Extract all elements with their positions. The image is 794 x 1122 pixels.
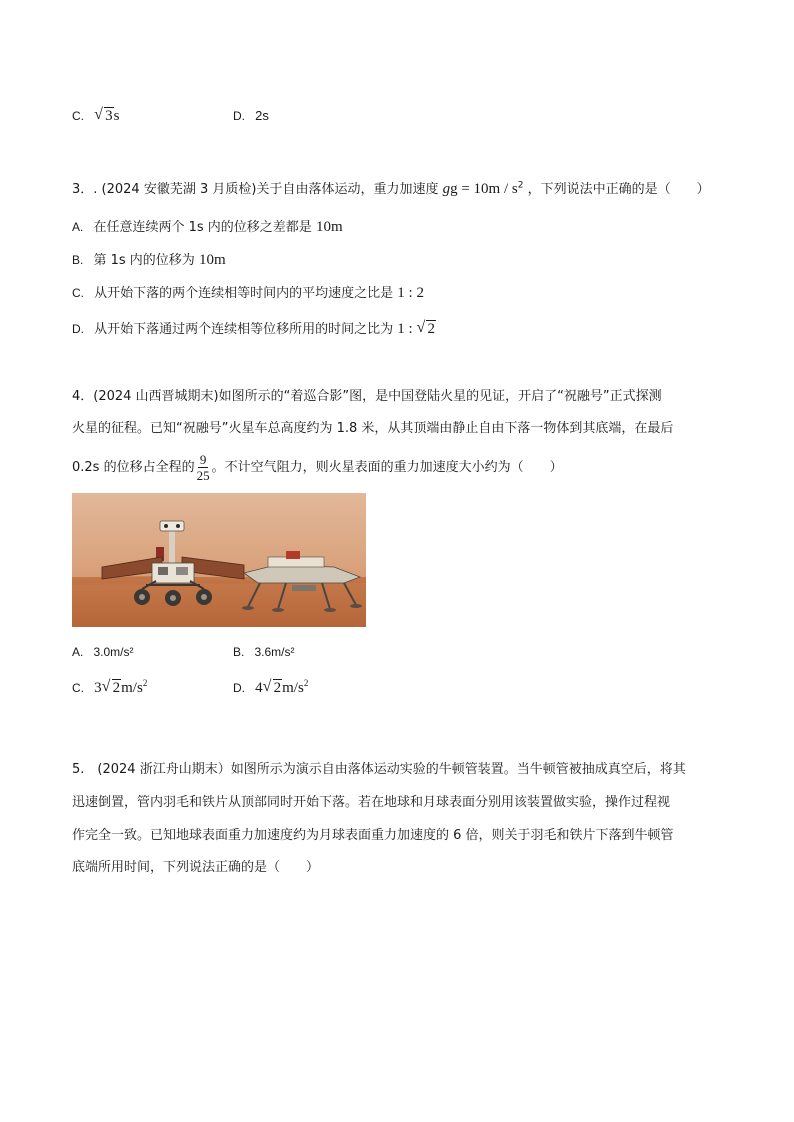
sqrt-symbol: √ 3 bbox=[94, 106, 113, 124]
q3-option-d bbox=[72, 319, 436, 340]
option-math: 4 √ $2m/s^2$ bbox=[255, 678, 309, 696]
q4-option-c bbox=[72, 678, 147, 699]
option-label: B. bbox=[233, 645, 245, 659]
q5-stem-line2: 迅速倒置，管内羽毛和铁片从顶部同时开始下落。若在地球和月球表面分别用该装置做实验，操作过程视 bbox=[72, 795, 671, 810]
option-text: 2s bbox=[255, 108, 269, 123]
question-text: (2024 安徽芜湖 3 月质检)关于自由落体运动，重力加速度 bbox=[101, 182, 439, 197]
q3-option-a bbox=[72, 217, 343, 238]
q4-option-a bbox=[72, 642, 134, 663]
q4-stem-line1: 4．(2024 山西晋城期末)如图所示的“着巡合影”图，是中国登陆火星的见证，开启了“祝融号”正式探测 bbox=[72, 389, 662, 404]
option-label: D. bbox=[233, 681, 245, 695]
q5-stem-line3: 作完全一致。已知地球表面重力加速度约为月球表面重力加速度的 6 倍，则关于羽毛和铁片下落到牛顿管 bbox=[72, 828, 674, 843]
option-math: 3 √ $2m/s^2$ bbox=[94, 678, 148, 696]
option-text: 在任意连续两个 1s 内的位移之差都是 bbox=[93, 220, 312, 235]
option-math: √ 3s bbox=[94, 106, 120, 124]
option-math: 10m bbox=[315, 219, 343, 235]
q5-stem-line1: 5. (2024 浙江舟山期末）如图所示为演示自由落体运动实验的牛顿管装置。当牛顿管被抽成真空后，将其 bbox=[72, 762, 686, 777]
option-text: 从开始下落的两个连续相等时间内的平均速度之比是 bbox=[94, 286, 394, 301]
option-math: 1 : 2 bbox=[397, 285, 424, 301]
option-label: D. bbox=[233, 109, 245, 123]
q4-stem-line2: 火星的征程。已知“祝融号”火星车总高度约为 1.8 米，从其顶端由静止自由下落一物体到其底端，在最后 bbox=[72, 421, 674, 436]
formula: gg = 10m / s bbox=[442, 181, 518, 197]
q3-option-b bbox=[72, 250, 226, 271]
option-text: 3.0m/s² bbox=[93, 645, 134, 659]
sqrt-symbol: √ 2 bbox=[262, 678, 282, 696]
option-math: 10m bbox=[198, 252, 226, 268]
option-text: 从开始下落通过两个连续相等位移所用的时间之比为 bbox=[94, 322, 394, 337]
q4-option-b bbox=[233, 642, 295, 663]
q2-option-c bbox=[72, 106, 119, 127]
option-text: 3.6m/s² bbox=[254, 645, 295, 659]
mars-rover-lander-photo bbox=[72, 493, 366, 627]
q4-option-d bbox=[233, 678, 308, 699]
q5-stem-line4: 底端所用时间，下列说法正确的是（ ） bbox=[72, 860, 320, 875]
question-number: 3．. bbox=[72, 182, 98, 197]
option-text: 第 1s 内的位移为 bbox=[93, 253, 195, 268]
option-label: A. bbox=[72, 645, 84, 659]
q4-stem-line3: 0.2s 的位移占全程的 $\frac{9}{25}$ 。不计空气阻力，则火星表面的重力加速度大小约为（ ） bbox=[72, 452, 563, 483]
q3-option-c bbox=[72, 283, 424, 304]
fraction: $\frac{9}{25}$ bbox=[196, 452, 210, 483]
option-label: C. bbox=[72, 109, 84, 123]
option-label: D. bbox=[72, 322, 84, 336]
option-label: B. bbox=[72, 253, 84, 267]
option-label: C. bbox=[72, 286, 84, 300]
option-label: C. bbox=[72, 681, 84, 695]
q3-stem: 3．. (2024 安徽芜湖 3 月质检)关于自由落体运动，重力加速度 gg = $10m / s^2$ ，下列说法中正确的是（ ） bbox=[72, 180, 710, 197]
sqrt-symbol: √ 2 bbox=[416, 319, 435, 337]
option-math: 1 : √ 2 bbox=[397, 319, 435, 337]
q2-option-d bbox=[233, 106, 269, 127]
option-label: A. bbox=[72, 220, 84, 234]
question-text-end: ，下列说法中正确的是（ ） bbox=[527, 182, 710, 197]
sqrt-symbol: √ 2 bbox=[101, 678, 121, 696]
